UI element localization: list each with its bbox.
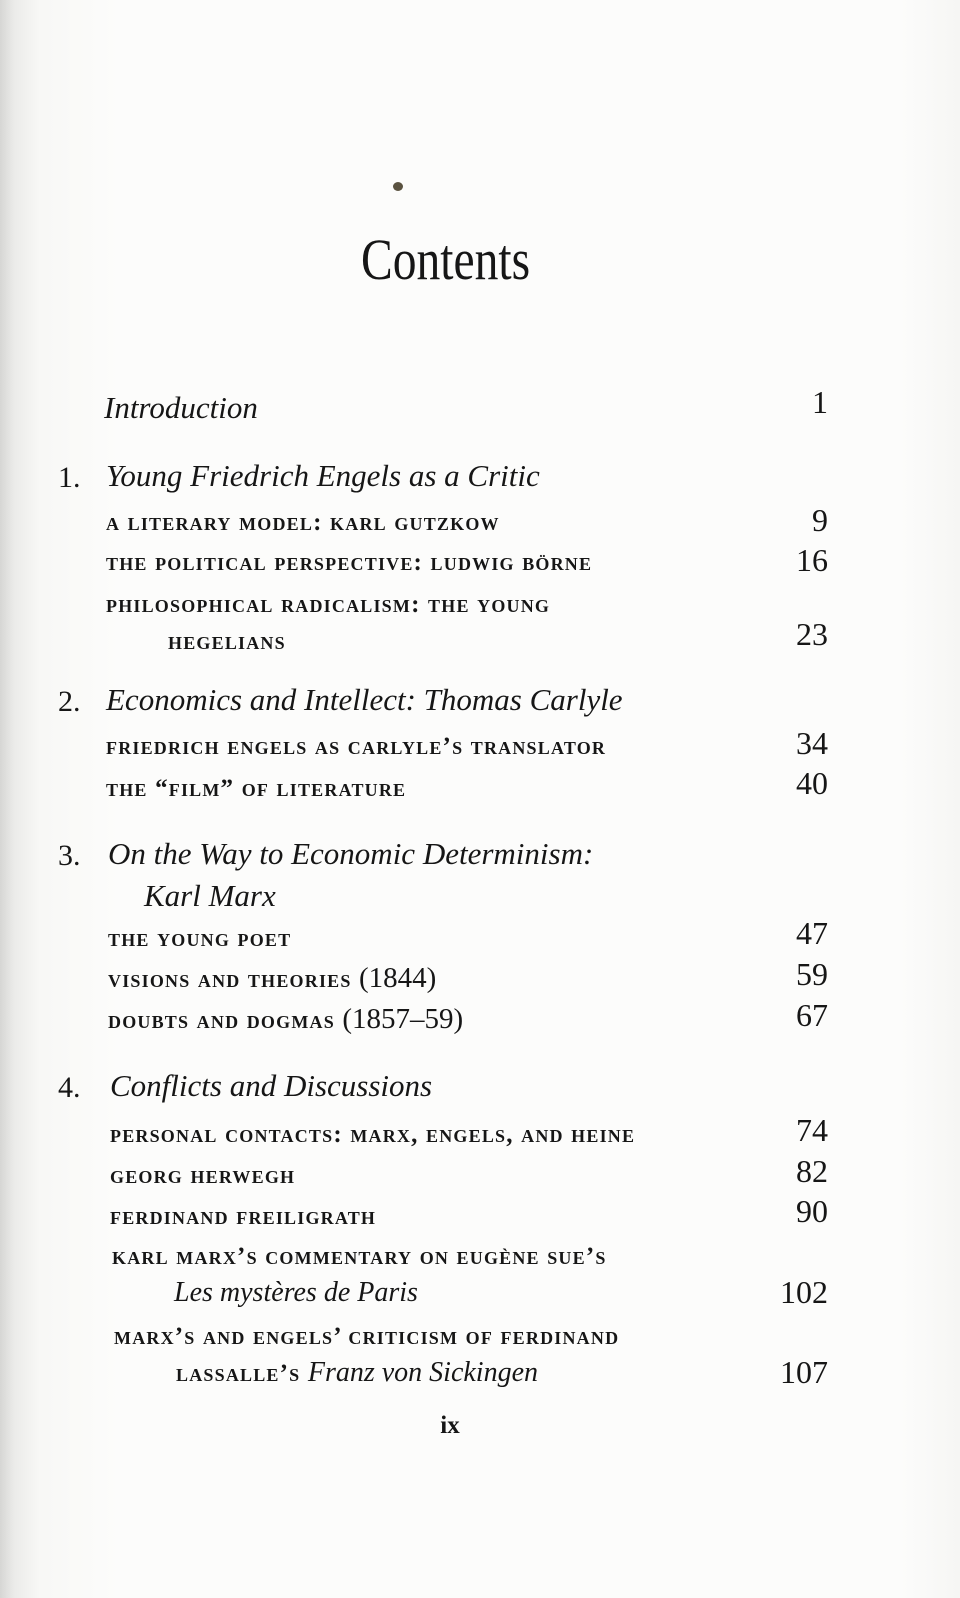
section-4-4-work-title: Les mystères de Paris <box>174 1277 418 1308</box>
section-1-3-page: 23 <box>796 616 828 652</box>
section-1-3-title-line1: philosophical radicalism: the young <box>106 591 551 618</box>
section-2-1-title: friedrich engels as carlyle’s translator <box>106 733 607 760</box>
page-title: Contents <box>360 227 531 292</box>
section-3-2-date: (1844) <box>359 962 437 994</box>
section-4-1-page: 74 <box>796 1112 828 1148</box>
section-4-5-work-title: Franz von Sickingen <box>307 1357 539 1388</box>
section-3-3-date: (1857–59) <box>342 1003 464 1035</box>
chapter-1-number: 1. <box>58 461 81 494</box>
section-4-3-title: ferdinand freiligrath <box>110 1203 377 1230</box>
chapter-2-number: 2. <box>58 685 81 718</box>
section-1-3-title-line2: hegelians <box>168 628 286 655</box>
section-4-3-page: 90 <box>796 1193 828 1229</box>
section-4-5-title-line2 <box>176 1356 538 1391</box>
chapter-1-title: Young Friedrich Engels as a Critic <box>106 458 540 493</box>
section-3-3-title <box>108 1002 463 1038</box>
section-4-5-title-line1: marx’s and engels’ criticism of ferdinand <box>114 1323 620 1350</box>
section-4-4-page: 102 <box>780 1274 828 1310</box>
ornament-dot <box>393 182 403 191</box>
section-3-2-title <box>108 961 436 997</box>
section-3-3-title-text: doubts and dogmas <box>108 1007 335 1034</box>
section-4-5-author: lassalle’s <box>176 1360 301 1387</box>
toc-introduction-title: Introduction <box>104 390 258 425</box>
section-2-2-page: 40 <box>796 765 828 801</box>
chapter-4-number: 4. <box>58 1071 81 1104</box>
section-3-3-page: 67 <box>796 997 828 1033</box>
chapter-3-title-line1: On the Way to Economic Determinism: <box>108 836 594 871</box>
section-4-5-page: 107 <box>780 1354 828 1390</box>
section-4-4-title-line2 <box>174 1276 418 1311</box>
page-folio: ix <box>440 1412 460 1439</box>
chapter-2-title: Economics and Intellect: Thomas Carlyle <box>106 682 623 717</box>
toc-introduction-page: 1 <box>812 384 828 420</box>
section-4-1-title: personal contacts: marx, engels, and heine <box>110 1121 636 1148</box>
section-4-2-page: 82 <box>796 1153 828 1189</box>
section-2-2-title: the “film” of literature <box>106 775 407 802</box>
section-4-4-title-line1: karl marx’s commentary on eugène sue’s <box>112 1243 607 1270</box>
section-1-2-title: the political perspective: ludwig börne <box>106 549 593 576</box>
section-1-1-title: a literary model: karl gutzkow <box>106 509 500 536</box>
section-3-2-page: 59 <box>796 956 828 992</box>
section-4-2-title: georg herwegh <box>110 1162 296 1189</box>
section-3-1-title: the young poet <box>108 925 292 952</box>
section-1-1-page: 9 <box>812 502 828 538</box>
section-2-1-page: 34 <box>796 725 828 761</box>
chapter-4-title: Conflicts and Discussions <box>110 1068 433 1103</box>
section-3-2-title-text: visions and theories <box>108 966 352 993</box>
section-3-1-page: 47 <box>796 915 828 951</box>
chapter-3-number: 3. <box>58 839 81 872</box>
chapter-3-title-line2: Karl Marx <box>144 878 276 913</box>
section-1-2-page: 16 <box>796 542 828 578</box>
